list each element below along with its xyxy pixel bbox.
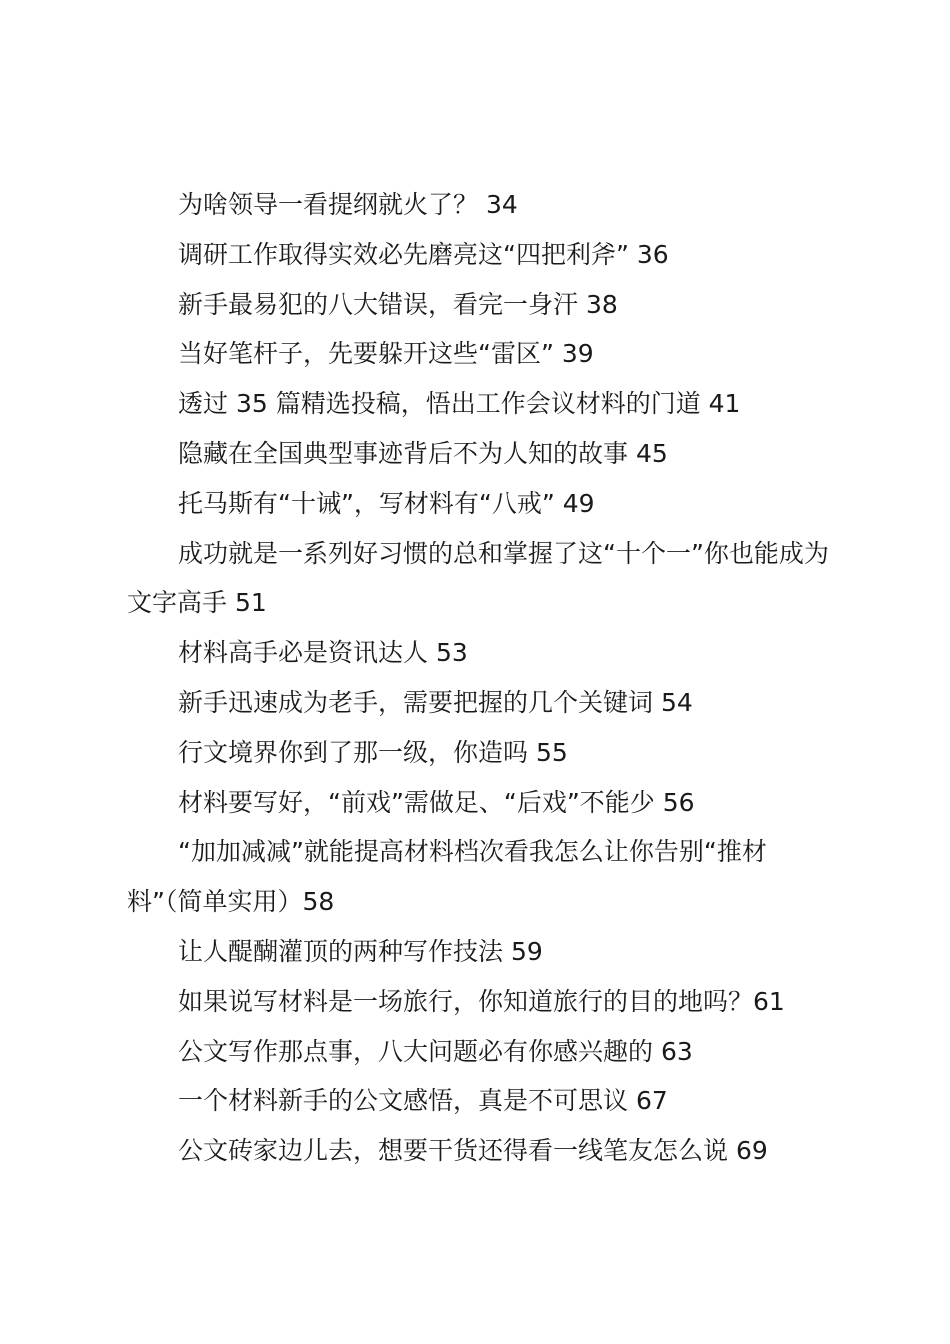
toc-entry: 当好笔杆子，先要躲开这些“雷区” 39 <box>178 339 594 369</box>
toc-entry: “加加减减”就能提高材料档次看我怎么让你告别“推材料”（简单实用）58 <box>127 837 767 917</box>
toc-entry: 调研工作取得实效必先磨亮这“四把利斧” 36 <box>178 239 669 269</box>
toc-entry: 公文砖家边儿去，想要干货还得看一线笔友怎么说 69 <box>178 1136 768 1166</box>
table-of-contents <box>127 180 837 1176</box>
toc-entry: 材料要写好，“前戏”需做足、“后戏”不能少 56 <box>178 787 695 817</box>
toc-entry: 行文境界你到了那一级，你造吗 55 <box>178 737 568 767</box>
toc-entry: 让人醍醐灌顶的两种写作技法 59 <box>178 936 543 966</box>
toc-entry: 托马斯有“十诫”，写材料有“八戒” 49 <box>178 488 595 518</box>
toc-entry: 隐藏在全国典型事迹背后不为人知的故事 45 <box>178 438 668 468</box>
toc-entry: 材料高手必是资讯达人 53 <box>178 638 468 668</box>
toc-entry: 透过 35 篇精选投稿，悟出工作会议材料的门道 41 <box>178 389 741 419</box>
toc-entry: 新手最易犯的八大错误，看完一身汗 38 <box>178 289 618 319</box>
toc-entry: 新手迅速成为老手，需要把握的几个关键词 54 <box>178 687 693 717</box>
toc-entry: 成功就是一系列好习惯的总和掌握了这“十个一”你也能成为文字高手 51 <box>127 538 829 618</box>
toc-entry: 如果说写材料是一场旅行，你知道旅行的目的地吗？61 <box>178 986 785 1016</box>
toc-entry: 为啥领导一看提纲就火了？ 34 <box>178 190 518 219</box>
toc-entry: 一个材料新手的公文感悟，真是不可思议 67 <box>178 1086 668 1116</box>
toc-entry: 公文写作那点事，八大问题必有你感兴趣的 63 <box>178 1036 693 1066</box>
